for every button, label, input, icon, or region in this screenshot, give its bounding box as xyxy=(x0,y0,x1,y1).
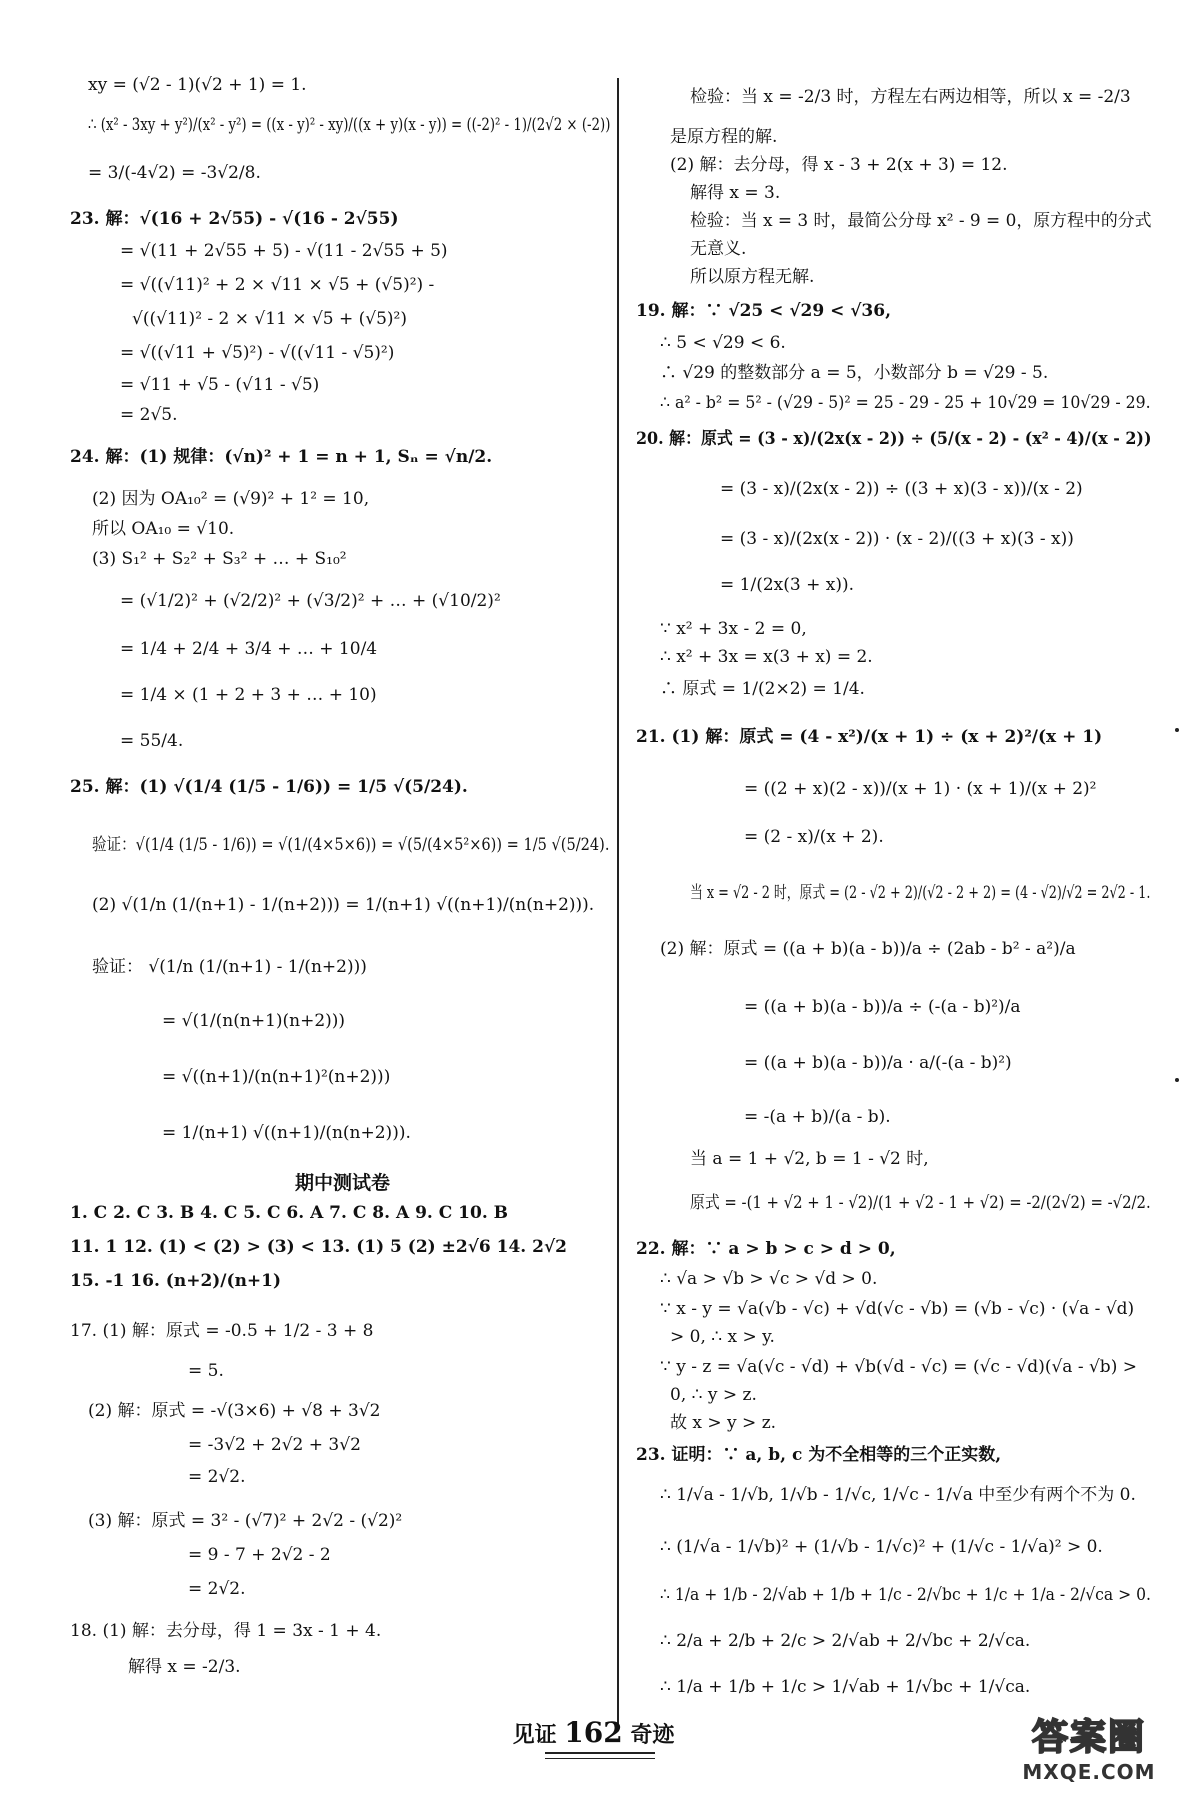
text-line: = (3 - x)/(2x(x - 2)) ÷ ((3 + x)(3 - x))/(x - 2) xyxy=(720,479,1083,499)
watermark xyxy=(1009,1716,1169,1788)
text-line: 无意义. xyxy=(690,239,747,259)
text-line: ∴ x² + 3x = x(3 + x) = 2. xyxy=(660,647,873,667)
text-line: (2) 解：去分母，得 x - 3 + 2(x + 3) = 12. xyxy=(670,155,1008,175)
column-divider xyxy=(617,78,619,1726)
text-line: = 1/4 × (1 + 2 + 3 + … + 10) xyxy=(120,685,377,705)
text-line: 解得 x = 3. xyxy=(690,183,781,203)
text-line: ∵ x² + 3x - 2 = 0, xyxy=(660,619,807,639)
page-number: 162 xyxy=(564,1716,623,1749)
text-line: = 55/4. xyxy=(120,731,184,751)
text-line: = (√1/2)² + (√2/2)² + (√3/2)² + … + (√10/2)² xyxy=(120,591,501,611)
scan-dot xyxy=(1175,728,1179,732)
text-line: (2) 解：原式 = -√(3×6) + √8 + 3√2 xyxy=(88,1401,381,1421)
text-line: ∴ (1/√a - 1/√b)² + (1/√b - 1/√c)² + (1/√c - 1/√a)² > 0. xyxy=(660,1537,1103,1557)
text-line: = -3√2 + 2√2 + 3√2 xyxy=(188,1435,361,1455)
answers-row-1: 1. C 2. C 3. B 4. C 5. C 6. A 7. C 8. A 9. C 10. B xyxy=(70,1203,509,1223)
text-line: ∴ √a > √b > √c > √d > 0. xyxy=(660,1269,878,1289)
text-line: = 1/(2x(3 + x)). xyxy=(720,575,854,595)
text-line: 所以原方程无解. xyxy=(690,267,815,287)
text-line: = √11 + √5 - (√11 - √5) xyxy=(120,375,320,395)
text-line: = (3 - x)/(2x(x - 2)) · (x - 2)/((3 + x)(3 - x)) xyxy=(720,529,1074,549)
text-line: = ((a + b)(a - b))/a ÷ (-(a - b)²)/a xyxy=(744,997,1021,1017)
problem-21: 21. (1) 解：原式 = (4 - x²)/(x + 1) ÷ (x + 2)²/(x + 1) xyxy=(636,727,1103,747)
section-title: 期中测试卷 xyxy=(295,1172,391,1194)
problem-23: 23. 解：√(16 + 2√55) - √(16 - 2√55) xyxy=(70,209,399,229)
text-line: = ((2 + x)(2 - x))/(x + 1) · (x + 1)/(x + 2)² xyxy=(744,779,1097,799)
watermark-url: MXQE.COM xyxy=(1022,1760,1156,1784)
answers-row-3: 15. -1 16. (n+2)/(n+1) xyxy=(70,1271,282,1291)
text-line: ∴ a² - b² = 5² - (√29 - 5)² = 25 - 29 - 25 + 10√29 = 10√29 - 29. xyxy=(660,393,1151,413)
text-line: ∴ 5 < √29 < 6. xyxy=(660,333,786,353)
text-line: ∵ y - z = √a(√c - √d) + √b(√d - √c) = (√c - √d)(√a - √b) > xyxy=(660,1357,1137,1377)
text-line: (2) √(1/n (1/(n+1) - 1/(n+2))) = 1/(n+1) √((n+1)/(n(n+2))). xyxy=(92,895,595,915)
text-line: 验证： √(1/n (1/(n+1) - 1/(n+2))) xyxy=(92,957,367,977)
text-line: = -(a + b)/(a - b). xyxy=(744,1107,891,1127)
text-line: ∴ (x² - 3xy + y²)/(x² - y²) = ((x - y)² - xy)/((x + y)(x - y)) = ((-2)² - 1)/(2√2 × (-2)) xyxy=(88,115,611,135)
text-line: 所以 OA₁₀ = √10. xyxy=(92,519,235,539)
scan-dot xyxy=(1175,1078,1179,1082)
text-line: = 1/4 + 2/4 + 3/4 + … + 10/4 xyxy=(120,639,378,659)
text-line: = 2√5. xyxy=(120,405,178,425)
text-line: > 0, ∴ x > y. xyxy=(670,1327,775,1347)
text-line: 0, ∴ y > z. xyxy=(670,1385,757,1405)
watermark-main: 答案圈 xyxy=(1031,1717,1146,1758)
text-line: ∴ 2/a + 2/b + 2/c > 2/√ab + 2/√bc + 2/√ca. xyxy=(660,1631,1031,1651)
text-line: = √((n+1)/(n(n+1)²(n+2))) xyxy=(162,1067,391,1087)
text-line: = 3/(-4√2) = -3√2/8. xyxy=(88,163,261,183)
text-line: = 1/(n+1) √((n+1)/(n(n+2))). xyxy=(162,1123,411,1143)
problem-23-proof: 23. 证明：∵ a, b, c 为不全相等的三个正实数, xyxy=(636,1445,1002,1465)
problem-24: 24. 解：(1) 规律：(√n)² + 1 = n + 1, Sₙ = √n/2. xyxy=(70,447,493,467)
text-line: 验证：√(1/4 (1/5 - 1/6)) = √(1/(4×5×6)) = √(5/(4×5²×6)) = 1/5 √(5/24). xyxy=(92,835,610,855)
text-line: = 9 - 7 + 2√2 - 2 xyxy=(188,1545,331,1565)
text-line: = 2√2. xyxy=(188,1467,246,1487)
text-line: = √(11 + 2√55 + 5) - √(11 - 2√55 + 5) xyxy=(120,241,448,261)
text-line: (2) 因为 OA₁₀² = (√9)² + 1² = 10, xyxy=(92,489,370,509)
text-line: 解得 x = -2/3. xyxy=(128,1657,241,1677)
footer-left: 见证 xyxy=(512,1722,557,1748)
text-line: ∴ 原式 = 1/(2×2) = 1/4. xyxy=(660,679,865,699)
text-line: (2) 解：原式 = ((a + b)(a - b))/a ÷ (2ab - b² - a²)/a xyxy=(660,939,1076,959)
text-line: = 2√2. xyxy=(188,1579,246,1599)
text-line: = √((√11 + √5)²) - √((√11 - √5)²) xyxy=(120,343,395,363)
text-line: 当 a = 1 + √2, b = 1 - √2 时, xyxy=(690,1149,929,1169)
text-line: = 5. xyxy=(188,1361,224,1381)
problem-19: 19. 解：∵ √25 < √29 < √36, xyxy=(636,301,891,321)
text-line: ∴ 1/a + 1/b + 1/c > 1/√ab + 1/√bc + 1/√ca. xyxy=(660,1677,1031,1697)
text-line: 检验：当 x = -2/3 时，方程左右两边相等，所以 x = -2/3 xyxy=(690,87,1131,107)
text-line: 是原方程的解. xyxy=(670,127,778,147)
problem-17: 17. (1) 解：原式 = -0.5 + 1/2 - 3 + 8 xyxy=(70,1321,374,1341)
text-line: ∴ 1/√a - 1/√b, 1/√b - 1/√c, 1/√c - 1/√a 中至少有两个不为 0. xyxy=(660,1485,1136,1505)
text-line: xy = (√2 - 1)(√2 + 1) = 1. xyxy=(88,75,307,95)
text-line: (3) S₁² + S₂² + S₃² + … + S₁₀² xyxy=(92,549,347,569)
problem-20: 20. 解：原式 = (3 - x)/(2x(x - 2)) ÷ (5/(x - 2) - (x² - 4)/(x - 2)) xyxy=(636,429,1152,449)
text-line: ∴ √29 的整数部分 a = 5，小数部分 b = √29 - 5. xyxy=(660,363,1049,383)
text-line: = ((a + b)(a - b))/a · a/(-(a - b)²) xyxy=(744,1053,1012,1073)
text-line: 原式 = -(1 + √2 + 1 - √2)/(1 + √2 - 1 + √2) = -2/(2√2) = -√2/2. xyxy=(690,1193,1151,1213)
answers-row-2: 11. 1 12. (1) < (2) > (3) < 13. (1) 5 (2) ±2√6 14. 2√2 xyxy=(70,1237,567,1257)
text-line: (3) 解：原式 = 3² - (√7)² + 2√2 - (√2)² xyxy=(88,1511,403,1531)
text-line: ∴ 1/a + 1/b - 2/√ab + 1/b + 1/c - 2/√bc + 1/c + 1/a - 2/√ca > 0. xyxy=(660,1585,1151,1605)
text-line: = √((√11)² + 2 × √11 × √5 + (√5)²) - xyxy=(120,275,435,295)
problem-22: 22. 解：∵ a > b > c > d > 0, xyxy=(636,1239,896,1259)
text-line: = √(1/(n(n+1)(n+2))) xyxy=(162,1011,346,1031)
footer-right: 奇迹 xyxy=(630,1722,675,1748)
text-line: 检验：当 x = 3 时，最简公分母 x² - 9 = 0，原方程中的分式 xyxy=(690,211,1152,231)
problem-25: 25. 解：(1) √(1/4 (1/5 - 1/6)) = 1/5 √(5/24). xyxy=(70,777,468,797)
text-line: 当 x = √2 - 2 时，原式 = (2 - √2 + 2)/(√2 - 2 + 2) = (4 - √2)/√2 = 2√2 - 1. xyxy=(690,883,1151,903)
text-line: ∵ x - y = √a(√b - √c) + √d(√c - √b) = (√b - √c) · (√a - √d) xyxy=(660,1299,1135,1319)
footer-rule xyxy=(545,1752,655,1759)
text-line: = (2 - x)/(x + 2). xyxy=(744,827,884,847)
text-line: √((√11)² - 2 × √11 × √5 + (√5)²) xyxy=(132,309,408,329)
problem-18: 18. (1) 解：去分母，得 1 = 3x - 1 + 4. xyxy=(70,1621,382,1641)
text-line: 故 x > y > z. xyxy=(670,1413,777,1433)
